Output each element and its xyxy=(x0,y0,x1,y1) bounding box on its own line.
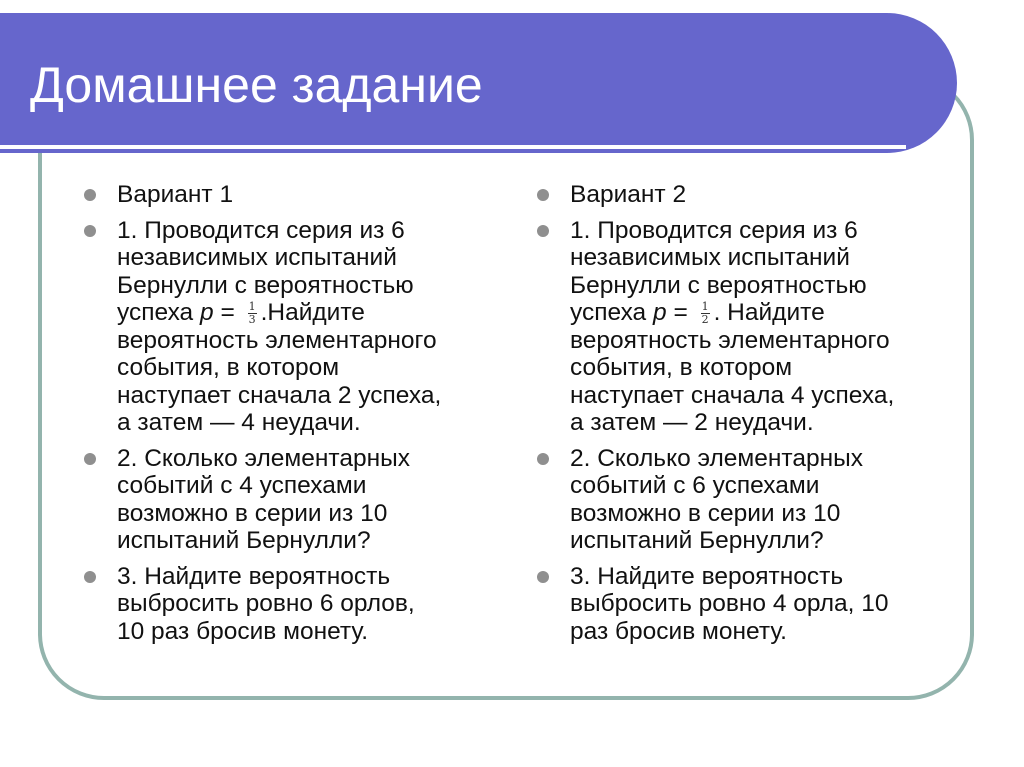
fraction-denominator: 3 xyxy=(248,313,256,327)
fraction-denominator: 2 xyxy=(701,313,709,327)
variant-2-heading xyxy=(533,181,953,209)
task-line: наступает сначала 2 успеха, xyxy=(117,381,442,409)
formula-suffix: .Найдите xyxy=(260,299,365,326)
heading-text: Вариант 2 xyxy=(570,181,687,208)
task-line: 3. Найдите вероятность xyxy=(570,562,844,590)
task-line: вероятность элементарного xyxy=(570,326,890,354)
task-line: выбросить ровно 4 орла, 10 xyxy=(570,590,889,617)
task-line: 2. Сколько элементарных xyxy=(117,444,410,472)
probability-variable: p xyxy=(200,299,214,326)
heading-text: Вариант 1 xyxy=(117,181,234,208)
variant-1-heading xyxy=(80,181,510,209)
task-line: раз бросив монету. xyxy=(570,617,787,645)
variant-1-task-2 xyxy=(80,445,510,555)
probability-fraction xyxy=(701,301,710,326)
bullet-icon xyxy=(537,571,549,583)
task-line: наступает сначала 4 успеха, xyxy=(570,381,895,409)
bullet-icon xyxy=(537,189,549,201)
variant-2-task-1 xyxy=(533,217,953,437)
bullet-icon xyxy=(84,225,96,237)
equals-sign: = xyxy=(213,299,242,326)
task-line-with-formula xyxy=(117,299,510,327)
bullet-icon xyxy=(537,225,549,237)
variant-1-task-1 xyxy=(80,217,510,437)
task-line: события, в котором xyxy=(570,354,793,381)
task-line: Бернулли с вероятностью xyxy=(117,271,414,299)
slide-title: Домашнее задание xyxy=(30,57,483,113)
formula-suffix: . Найдите xyxy=(713,299,825,326)
variant-2-column xyxy=(533,181,953,653)
equals-sign: = xyxy=(666,299,695,326)
fraction-numerator: 1 xyxy=(248,300,256,314)
formula-prefix: успеха xyxy=(570,299,653,326)
bullet-icon xyxy=(84,453,96,465)
task-line: событий с 4 успехами xyxy=(117,472,367,499)
bullet-icon xyxy=(537,453,549,465)
task-line: а затем — 4 неудачи. xyxy=(117,409,361,436)
task-line: а затем — 2 неудачи. xyxy=(570,409,814,436)
variant-1-column xyxy=(80,181,510,653)
variant-2-task-3 xyxy=(533,563,953,646)
bullet-icon xyxy=(84,571,96,583)
bullet-icon xyxy=(84,189,96,201)
task-line: 1. Проводится серия из 6 xyxy=(117,216,405,244)
title-banner xyxy=(0,13,957,153)
task-line-with-formula xyxy=(570,299,953,327)
fraction-numerator: 1 xyxy=(701,300,709,314)
task-line: испытаний Бернулли? xyxy=(117,527,371,554)
probability-fraction xyxy=(248,301,257,326)
task-line: испытаний Бернулли? xyxy=(570,527,824,554)
task-line: событий с 6 успехами xyxy=(570,472,820,499)
task-line: возможно в серии из 10 xyxy=(117,499,388,527)
task-line: независимых испытаний xyxy=(117,244,397,271)
title-underline xyxy=(0,145,906,149)
variant-1-task-3 xyxy=(80,563,510,646)
task-line: выбросить ровно 6 орлов, xyxy=(117,590,415,617)
formula-prefix: успеха xyxy=(117,299,200,326)
task-line: 3. Найдите вероятность xyxy=(117,562,391,590)
task-line: вероятность элементарного xyxy=(117,326,437,354)
task-line: события, в котором xyxy=(117,354,340,381)
task-line: 10 раз бросив монету. xyxy=(117,617,369,645)
variant-2-task-2 xyxy=(533,445,953,555)
task-line: возможно в серии из 10 xyxy=(570,499,841,527)
task-line: 2. Сколько элементарных xyxy=(570,444,863,472)
task-line: Бернулли с вероятностью xyxy=(570,271,867,299)
task-line: независимых испытаний xyxy=(570,244,850,271)
task-line: 1. Проводится серия из 6 xyxy=(570,216,858,244)
probability-variable: p xyxy=(653,299,667,326)
